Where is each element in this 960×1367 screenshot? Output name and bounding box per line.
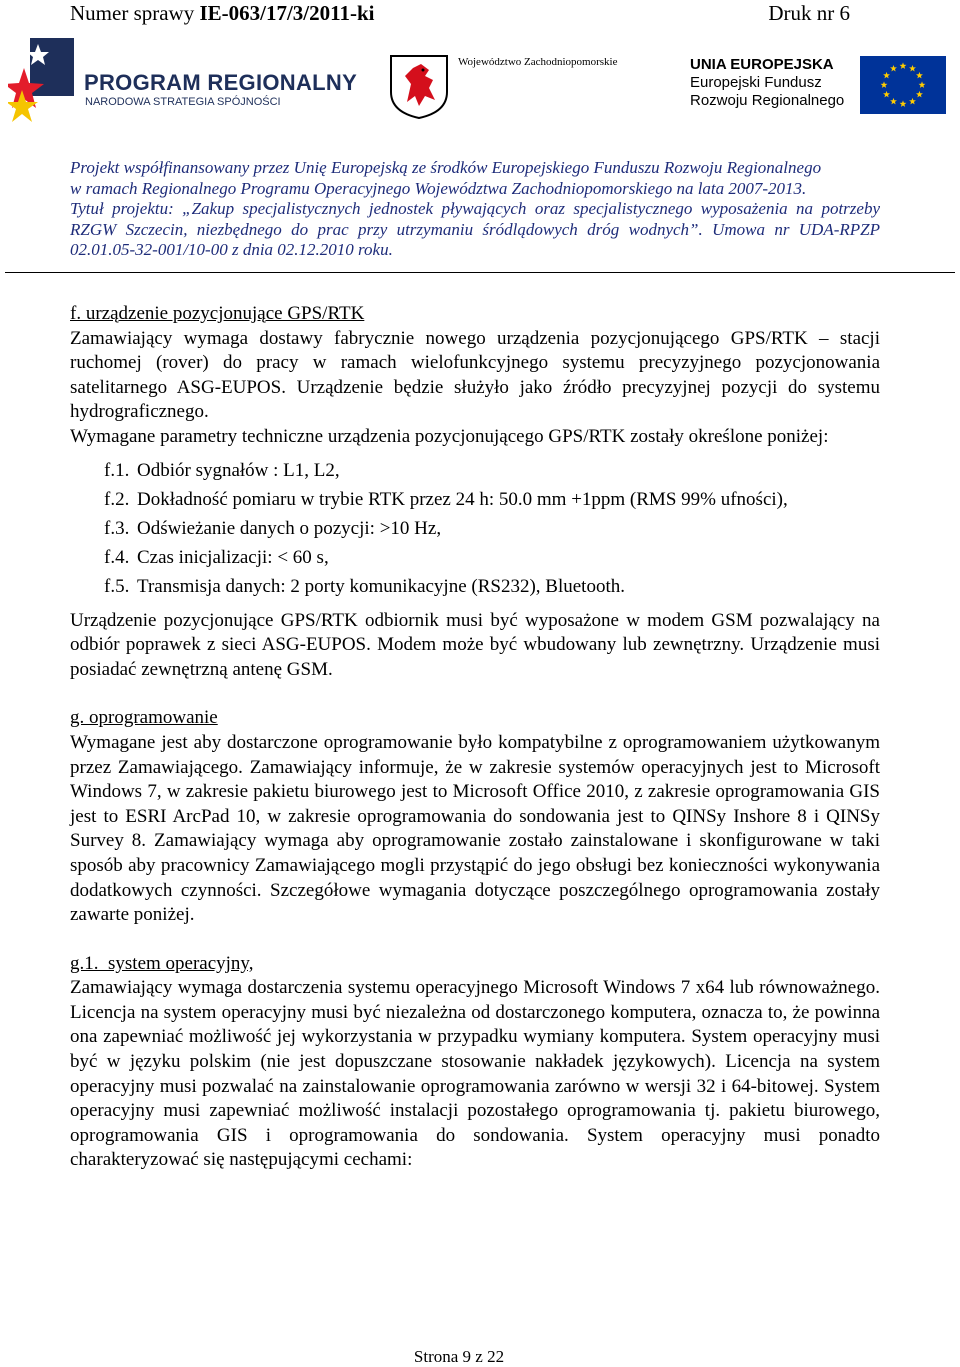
star-logo-icon	[8, 38, 78, 128]
project-cofinance-line: Projekt współfinansowany przez Unię Europejską ze środków Europejskiego Funduszu Rozwoju Regionalnego	[70, 158, 822, 177]
list-item	[70, 485, 880, 514]
list-item-text: Odświeżanie danych o pozycji: >10 Hz,	[137, 517, 442, 539]
requirements-list	[70, 456, 880, 601]
section-f-paragraph: Zamawiający wymaga dostawy fabrycznie nowego urządzenia pozycjonującego GPS/RTK – stacji ruchomej (rover) do pracy w ramach wielofunkcyjnego systemu precyzyjnego pozycjonowania satelitarnego ASG-EUPOS. Urządzenie będzie służyło jako źródło precyzyjnej pozycji do systemu hydrograficznego.	[70, 327, 880, 423]
list-item-text: Czas inicjalizacji: < 60 s,	[137, 546, 329, 568]
eu-logo-text	[690, 56, 844, 110]
eu-fund-line-2: Rozwoju Regionalnego	[690, 92, 845, 109]
project-program-line: w ramach Regionalnego Programu Operacyjnego Województwa Zachodniopomorskiego na lata 2007-2013.	[70, 178, 807, 198]
eu-flag-icon	[860, 56, 946, 114]
document-body	[70, 302, 880, 1173]
case-number: IE-063/17/3/2011-ki	[199, 1, 375, 25]
case-label: Numer sprawy	[70, 1, 195, 25]
voivodeship-crest	[389, 54, 449, 120]
section-f-heading: f. urządzenie pozycjonujące GPS/RTK	[70, 303, 365, 324]
list-item-text: Transmisja danych: 2 porty komunikacyjne (RS232), Bluetooth.	[137, 575, 625, 597]
section-g1-heading: g.1. system operacyjny,	[70, 952, 254, 974]
project-info	[70, 158, 880, 261]
list-item	[70, 514, 880, 543]
voivodeship-name: Województwo Zachodniopomorskie	[458, 56, 618, 68]
list-item-number: f.1.	[104, 459, 130, 481]
header-divider	[5, 272, 955, 273]
list-item-text: Dokładność pomiaru w trybie RTK przez 24 h: 50.0 mm +1ppm (RMS 99% ufności),	[137, 488, 788, 510]
project-title: Tytuł projektu: „Zakup specjalistycznych jednostek pływających oraz specjalistycznego wyposażenia na potrzeby RZGW Szczecin, niezbędnego do prac przy utrzymaniu śródlądowych dróg wodnych”. Umowa nr UDA-RPZP 02.01.05-32-001/10-00 z dnia 02.12.2010 roku.	[70, 199, 880, 259]
list-item-number: f.5.	[104, 575, 130, 597]
griffin-crest-icon	[389, 54, 449, 120]
section-f-params-intro: Wymagane parametry techniczne urządzenia pozycjonującego GPS/RTK zostały określone poniżej:	[70, 425, 829, 447]
list-item	[70, 572, 880, 601]
list-item-number: f.4.	[104, 546, 130, 568]
list-item	[70, 456, 880, 485]
eu-flag	[860, 56, 946, 114]
program-title: PROGRAM REGIONALNY	[84, 70, 358, 95]
section-g-heading: g. oprogramowanie	[70, 707, 218, 729]
page-number: Strona 9 z 22	[413, 1347, 505, 1366]
list-item-text: Odbiór sygnałów : L1, L2,	[137, 459, 340, 481]
section-g1-paragraph: Zamawiający wymaga dostarczenia systemu operacyjnego Microsoft Windows 7 x64 lub równoważnego. Licencja na system operacyjny musi być niezależna od dostarczonego komputera, oznacza to, że powinna ona zapewniać możliwość jej wykorzystania w przypadku wymiany komputera. System operacyjny musi być w języku polskim (nie jest dopuszczane stosowanie nakładek językowych). Licencja na system operacyjny musi pozwalać na zainstalowanie oprogramowania zarówno w wersji 32 i 64-bitowej. System operacyjny musi zapewniać możliwość instalacji pozostałego oprogramowania tj. pakietu biurowego, oprogramowania GIS i oprogramowania do sondowania. System operacyjny musi ponadto charakteryzować się następującymi cechami:	[70, 977, 880, 1171]
program-regionalny-logo	[8, 38, 358, 128]
eu-fund-line-1: Europejski Fundusz	[690, 74, 822, 91]
list-item	[70, 543, 880, 572]
eu-title: UNIA EUROPEJSKA	[690, 56, 834, 73]
list-item-number: f.3.	[104, 517, 130, 539]
section-f-closing: Urządzenie pozycjonujące GPS/RTK odbiornik musi być wyposażone w modem GSM pozwalający na odbiór poprawek z sieci ASG-EUPOS. Modem może być wbudowany lub zewnętrzny. Urządzenie musi posiadać zewnętrzną antenę GSM.	[70, 609, 880, 680]
program-subtitle: NARODOWA STRATEGIA SPÓJNOŚCI	[85, 96, 281, 108]
print-number: Druk nr 6	[768, 1, 850, 25]
list-item-number: f.2.	[104, 488, 130, 510]
case-number-header	[70, 0, 375, 26]
section-g-paragraph: Wymagane jest aby dostarczone oprogramowanie było kompatybilne z oprogramowaniem użytkowanym przez Zamawiającego. Zamawiający informuje, że w zakresie systemów operacyjnych jest to Microsoft Windows 7, w zakresie pakietu biurowego jest to Microsoft Office 2010, z zakresie oprogramowania GIS jest to ESRI ArcPad 10, w zakresie oprogramowania do sondowania jest to QINSy Inshore 8 i QINSy Survey 8. Zamawiający wymaga aby oprogramowanie zostało zainstalowane i skonfigurowane w taki sposób aby pracownicy Zamawiającego mogli przystąpić do jego obsługi bez konieczności wykonywania dodatkowych czynności. Szczegółowe wymagania dotyczące poszczególnego oprogramowania zostały zawarte poniżej.	[70, 731, 880, 926]
